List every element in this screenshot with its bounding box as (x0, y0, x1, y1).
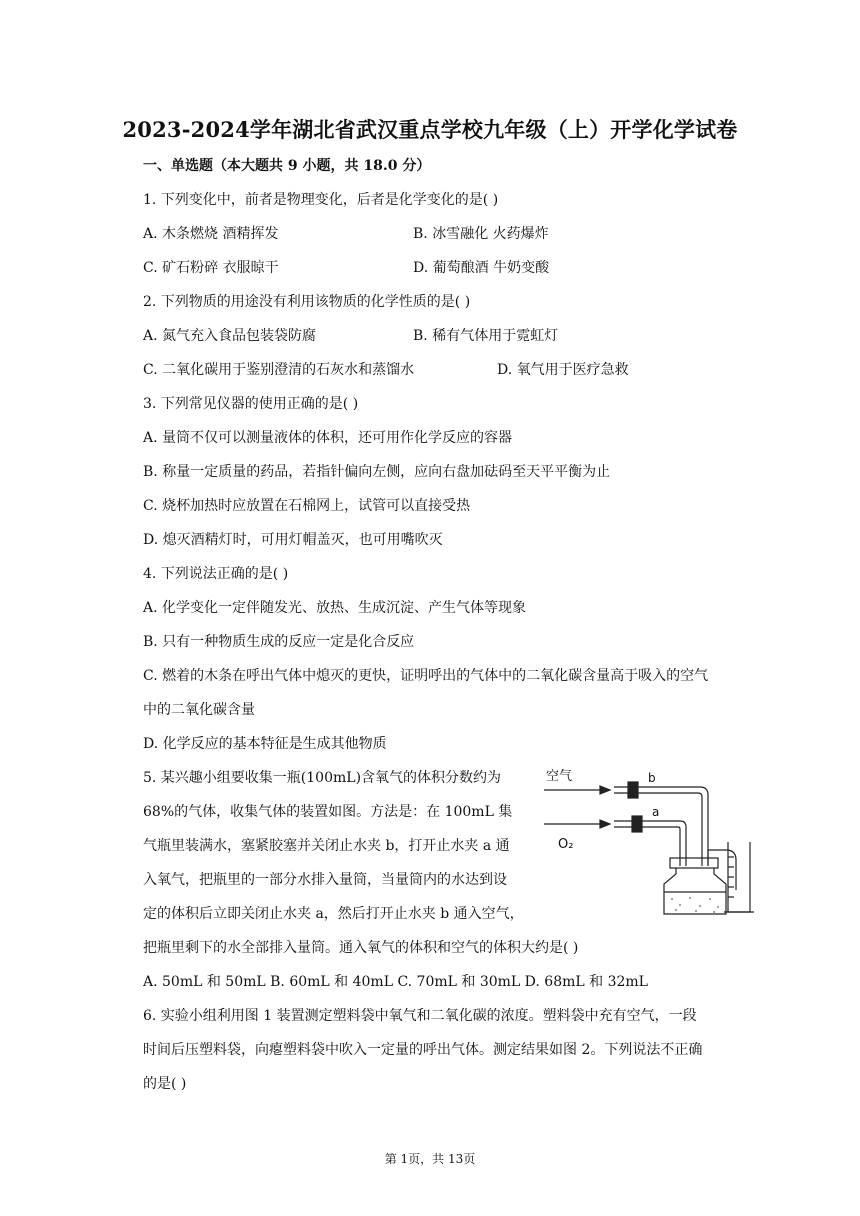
stopper (670, 858, 718, 868)
q2-option-d: D. 氧气用于医疗急救 (497, 362, 629, 378)
label-a: a (652, 805, 660, 819)
q4-stem: 4. 下列说法正确的是( ) (143, 566, 289, 582)
q6-line2: 时间后压塑料袋，向瘪塑料袋中吹入一定量的呼出气体。测定结果如图 2。下列说法不正确 (143, 1042, 703, 1058)
q2-option-a: A. 氮气充入食品包装袋防腐 (143, 328, 317, 344)
q5-line2: 68%的气体，收集气体的装置如图。方法是：在 100mL 集 (143, 804, 513, 820)
q3-option-a: A. 量筒不仅可以测量液体的体积，还可用作化学反应的容器 (143, 430, 513, 446)
gas-collection-apparatus-figure (540, 762, 755, 922)
q5-line4: 入氧气，把瓶里的一部分水排入量筒，当量筒内的水达到设 (143, 872, 507, 888)
q4-option-d: D. 化学反应的基本特征是生成其他物质 (143, 736, 387, 752)
page-title: 2023-2024学年湖北省武汉重点学校九年级（上）开学化学试卷 (122, 117, 738, 142)
q5-line1: 5. 某兴趣小组要收集一瓶(100mL)含氧气的体积分数约为 (143, 770, 502, 786)
q3-option-b: B. 称量一定质量的药品，若指针偏向左侧，应向右盘加砝码至天平平衡为止 (143, 464, 611, 480)
q2-stem: 2. 下列物质的用途没有利用该物质的化学性质的是( ) (143, 294, 471, 310)
q4-option-c-line1: C. 燃着的木条在呼出气体中熄灭的更快，证明呼出的气体中的二氧化碳含量高于吸入的空气 (143, 668, 709, 684)
label-air: 空气 (546, 769, 573, 784)
q1-option-b: B. 冰雪融化 火药爆炸 (413, 226, 549, 242)
q2-option-b: B. 稀有气体用于霓虹灯 (413, 328, 559, 344)
q1-option-a: A. 木条燃烧 酒精挥发 (143, 226, 279, 242)
q1-stem: 1. 下列变化中，前者是物理变化，后者是化学变化的是( ) (143, 192, 499, 208)
clip-b (628, 782, 638, 798)
q3-option-d: D. 熄灭酒精灯时，可用灯帽盖灭，也可用嘴吹灭 (143, 532, 443, 548)
outlet-tube (708, 850, 736, 890)
q5-line3: 气瓶里装满水，塞紧胶塞并关闭止水夹 b，打开止水夹 a 通 (143, 838, 510, 854)
q5-line6: 把瓶里剩下的水全部排入量筒。通入氧气的体积和空气的体积大约是( ) (143, 940, 579, 956)
lower-tube (614, 821, 686, 866)
q4-option-a: A. 化学变化一定伴随发光、放热、生成沉淀、产生气体等现象 (143, 600, 527, 616)
section-heading: 一、单选题（本大题共 9 小题，共 18.0 分） (143, 158, 431, 174)
q6-line1: 6. 实验小组利用图 1 装置测定塑料袋中氧气和二氧化碳的浓度。塑料袋中充有空气，一段 (143, 1008, 697, 1024)
air-arrow-head (600, 786, 610, 794)
q1-option-c: C. 矿石粉碎 衣服晾干 (143, 260, 279, 276)
gas-bottle (664, 868, 726, 914)
q5-options: A. 50mL 和 50mL B. 60mL 和 40mL C. 70mL 和 30mL D. 68mL 和 32mL (143, 974, 648, 990)
page-footer: 第 1页，共 13页 (384, 1152, 476, 1166)
label-o2: O₂ (558, 837, 574, 852)
label-b: b (648, 771, 656, 785)
q1-option-d: D. 葡萄酿酒 牛奶变酸 (413, 260, 550, 276)
q4-option-b: B. 只有一种物质生成的反应一定是化合反应 (143, 634, 415, 650)
q4-option-c-line2: 中的二氧化碳含量 (143, 702, 255, 718)
q3-stem: 3. 下列常见仪器的使用正确的是( ) (143, 396, 359, 412)
q3-option-c: C. 烧杯加热时应放置在石棉网上，试管可以直接受热 (143, 498, 471, 514)
clip-a (632, 816, 642, 832)
o2-arrow-head (600, 820, 610, 828)
q5-line5: 定的体积后立即关闭止水夹 a，然后打开止水夹 b 通入空气， (143, 906, 524, 922)
q2-option-c: C. 二氧化碳用于鉴别澄清的石灰水和蒸馏水 (143, 362, 415, 378)
q6-line3: 的是( ) (143, 1076, 187, 1092)
